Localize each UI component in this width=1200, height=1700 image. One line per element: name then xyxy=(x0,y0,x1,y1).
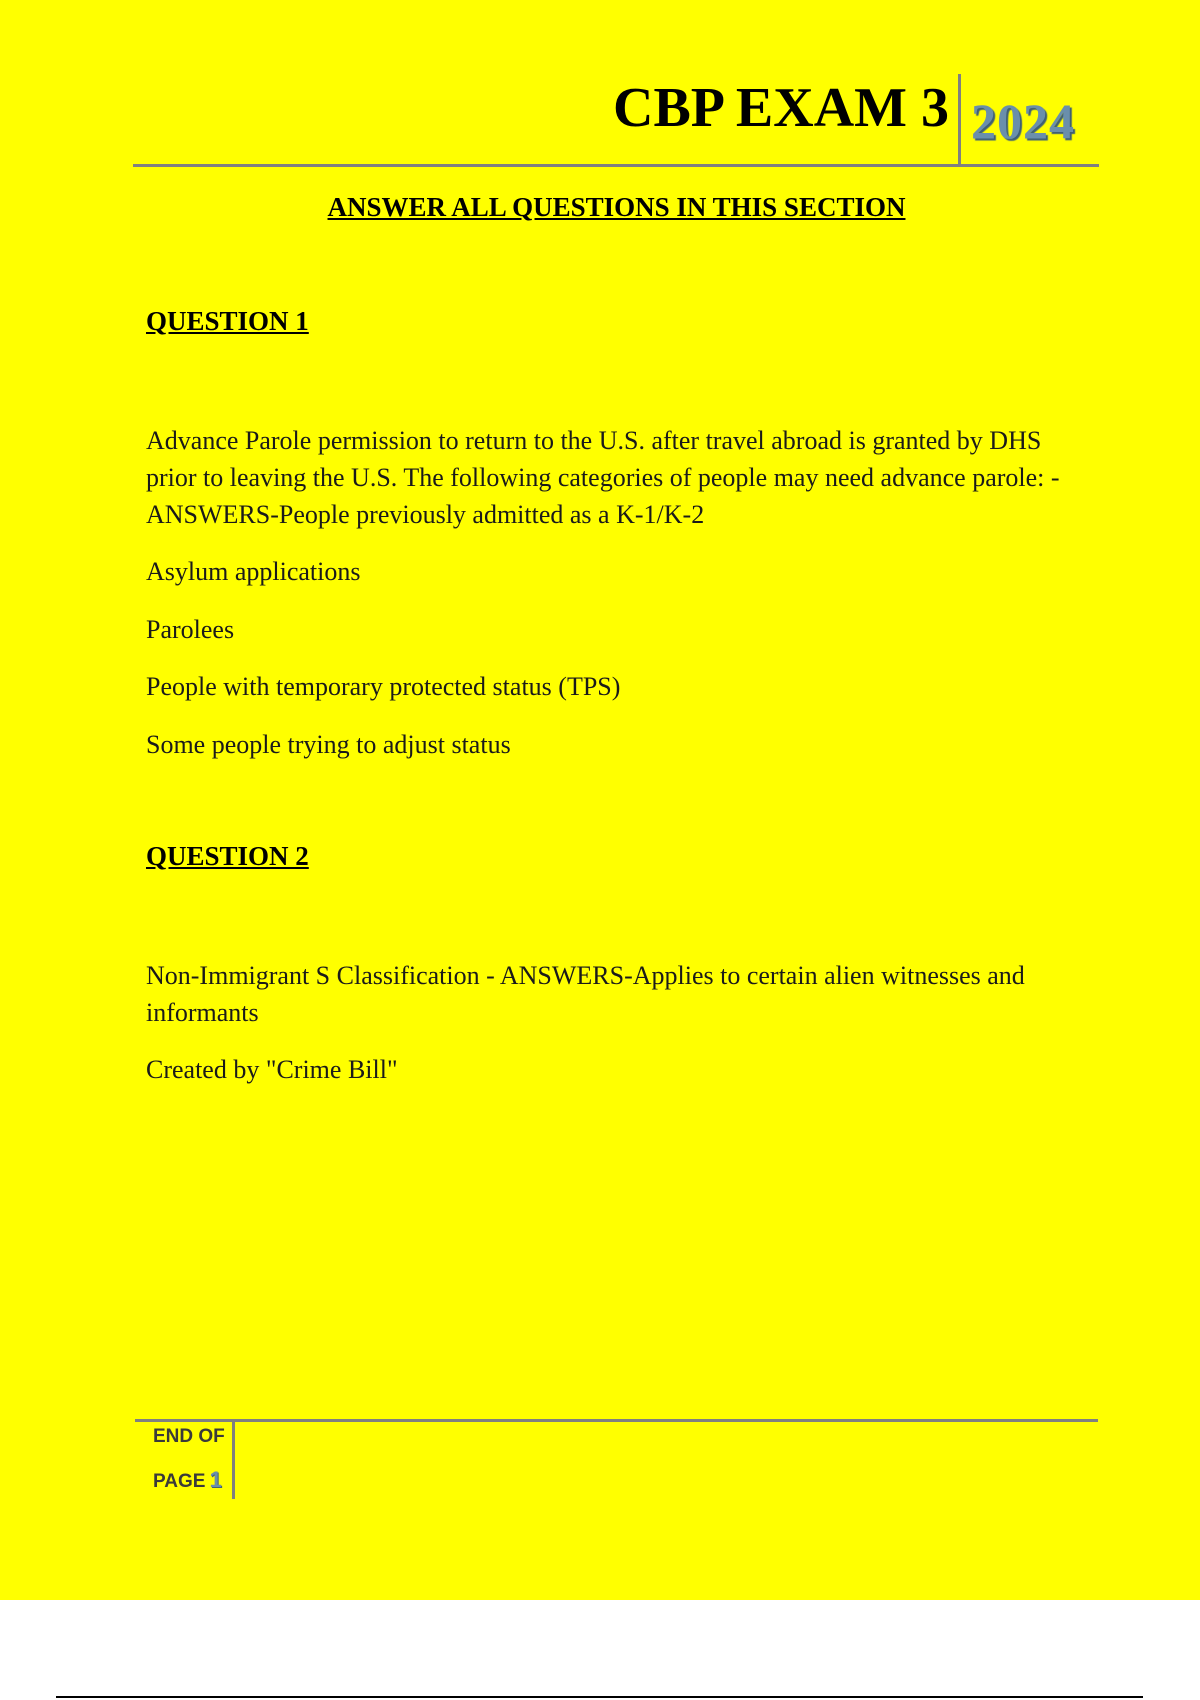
footer-divider xyxy=(232,1422,235,1499)
question-2-line: Created by "Crime Bill" xyxy=(146,1055,398,1084)
footer-rule xyxy=(135,1419,1098,1422)
section-instruction: ANSWER ALL QUESTIONS IN THIS SECTION xyxy=(327,192,906,222)
question-1-text: Advance Parole permission to return to the U.S. after travel abroad is granted by DHS prior to leaving the U.S. The following categories of people may need advance parole: - ANSWERS-People previously admitted as a K-1/K-2 xyxy=(146,426,1060,529)
exam-year: 2024 xyxy=(971,93,1075,149)
question-1-heading: QUESTION 1 xyxy=(146,306,309,336)
footer-end-label: END OF xyxy=(153,1426,225,1447)
question-1-line: Parolees xyxy=(146,615,235,644)
bottom-rule xyxy=(56,1696,1143,1698)
header-divider xyxy=(958,74,961,166)
footer-page-word: PAGE xyxy=(153,1471,206,1492)
footer-page-number: 1 xyxy=(209,1467,222,1492)
question-2-text: Non-Immigrant S Classification - ANSWERS-Applies to certain alien witnesses and informants xyxy=(146,961,1025,1027)
exam-title: CBP EXAM 3 xyxy=(613,77,949,139)
page-header xyxy=(133,70,1099,167)
question-1-line: Asylum applications xyxy=(146,557,361,586)
question-1-line: People with temporary protected status (TPS) xyxy=(146,672,621,701)
question-1-line: Some people trying to adjust status xyxy=(146,730,511,759)
footer-page-label xyxy=(153,1467,222,1493)
question-2-heading: QUESTION 2 xyxy=(146,841,309,871)
